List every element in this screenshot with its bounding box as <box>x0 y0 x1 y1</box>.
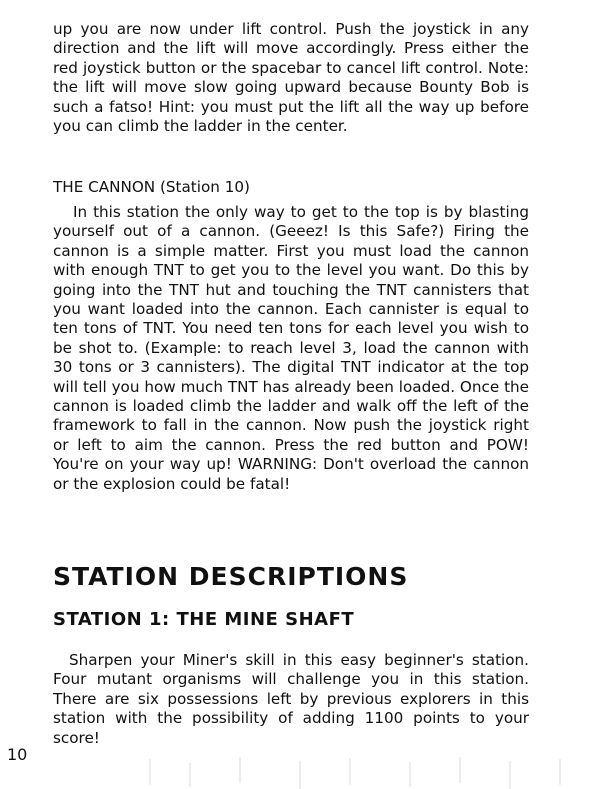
section-title: STATION DESCRIPTIONS <box>53 562 409 591</box>
cannon-heading: THE CANNON (Station 10) <box>53 178 250 196</box>
station1-title: STATION 1: THE MINE SHAFT <box>53 609 355 630</box>
scan-artifact-marks <box>0 755 600 789</box>
cannon-paragraph: In this station the only way to get to the top is by blasting yourself out of a cannon. (Geeez! Is this Safe?) Firing the cannon is a simple matter. First you must load the cannon with enough TNT to get you to the level you want. Do this by going into the TNT hut and touching the TNT cannisters that you want loaded into the cannon. Each cannister is equal to ten tons of TNT. You need ten tons for each level you wish to be shot to. (Example: to reach level 3, load the cannon with 30 tons or 3 cannisters). The digital TNT indicator at the top will tell you how much TNT has already been loaded. Once the cannon is loaded climb the ladder and walk off the left of the framework to fall in the cannon. Now push the joystick right or left to aim the cannon. Press the red button and POW! You're on your way up! WARNING: Don't overload the cannon or the explosion could be fatal! <box>53 203 529 493</box>
station1-paragraph: Sharpen your Miner's skill in this easy beginner's station. Four mutant organisms will challenge you in this station. There are six possessions left by previous explorers in this station with the possibility of adding 1100 points to your score! <box>53 651 529 747</box>
page-number: 10 <box>7 745 28 764</box>
intro-paragraph: up you are now under lift control. Push the joystick in any direction and the lift will move accordingly. Press either the red joystick button or the spacebar to cancel lift control. Note: the lift will move slow going upward because Bounty Bob is such a fatso! Hint: you must put the lift all the way up before you can climb the ladder in the center. <box>53 20 529 136</box>
